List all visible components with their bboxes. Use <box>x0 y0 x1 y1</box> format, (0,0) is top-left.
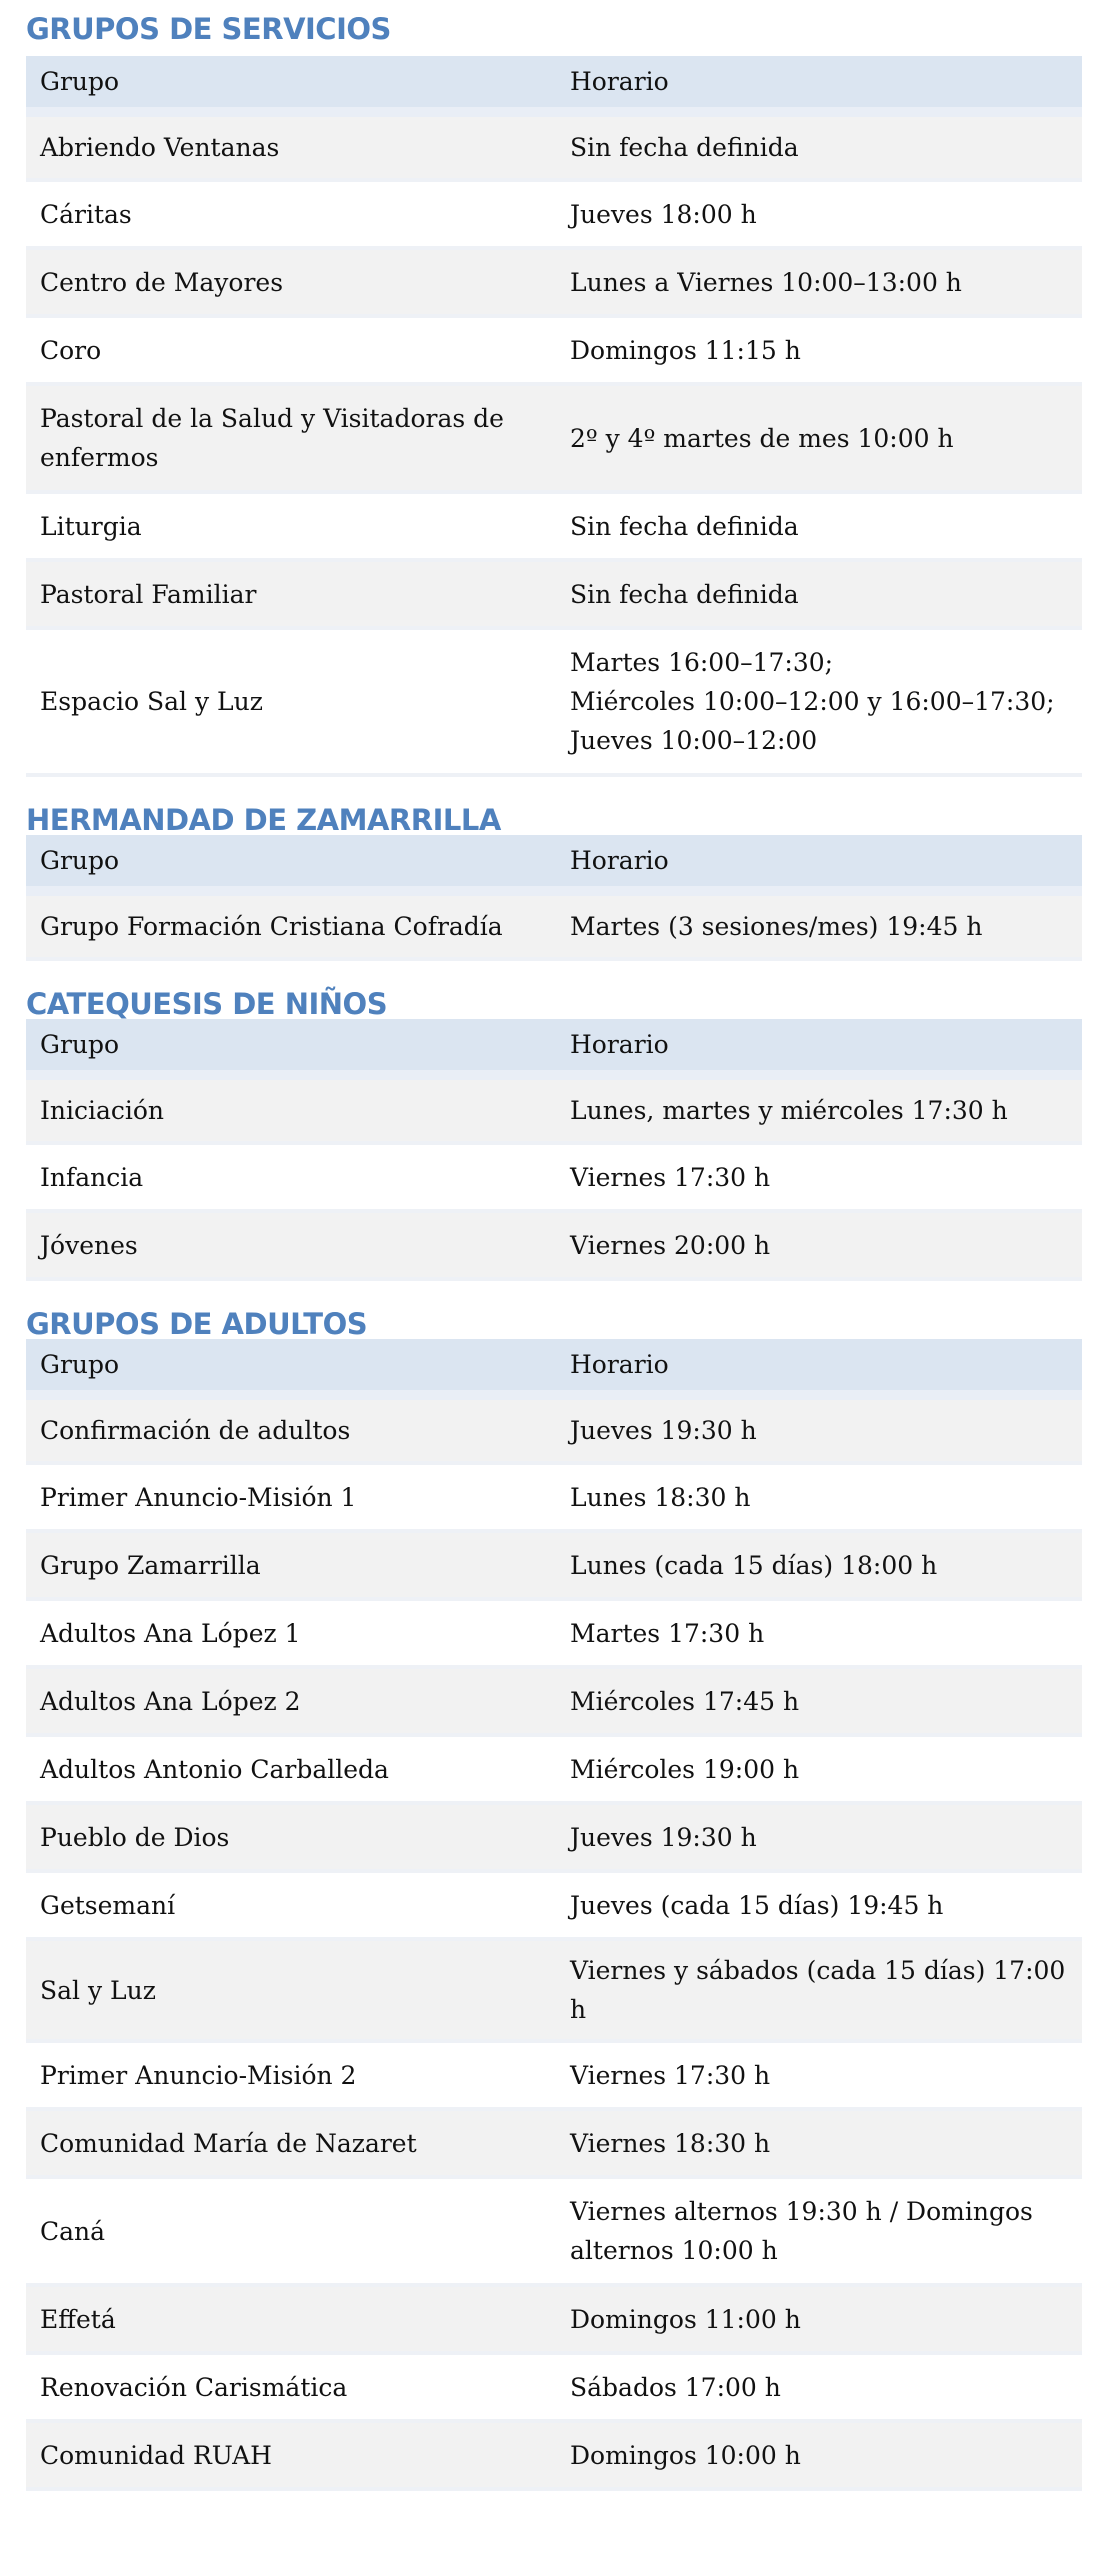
group-name: Adultos Ana López 1 <box>26 1599 556 1667</box>
table-hermandad <box>26 835 1082 961</box>
table-row <box>26 112 1082 180</box>
table-header-row <box>26 56 1082 112</box>
group-schedule: Sin fecha definida <box>556 112 1082 180</box>
group-schedule: Viernes y sábados (cada 15 días) 17:00 h <box>556 1939 1082 2041</box>
group-schedule: Lunes (cada 15 días) 18:00 h <box>556 1531 1082 1599</box>
section-title-servicios: GRUPOS DE SERVICIOS <box>26 12 391 46</box>
column-header-horario: Horario <box>556 56 1082 112</box>
group-name: Pueblo de Dios <box>26 1803 556 1871</box>
group-schedule: Miércoles 19:00 h <box>556 1735 1082 1803</box>
table-row <box>26 891 1082 959</box>
section-title-adultos: GRUPOS DE ADULTOS <box>26 1307 368 1341</box>
table-row <box>26 560 1082 628</box>
table-row <box>26 2353 1082 2421</box>
table-row <box>26 1939 1082 2041</box>
group-schedule: Miércoles 17:45 h <box>556 1667 1082 1735</box>
group-schedule: Lunes, martes y miércoles 17:30 h <box>556 1075 1082 1143</box>
group-name: Primer Anuncio-Misión 1 <box>26 1463 556 1531</box>
group-schedule: Viernes 17:30 h <box>556 2041 1082 2109</box>
table-row <box>26 1211 1082 1279</box>
group-name: Adultos Antonio Carballeda <box>26 1735 556 1803</box>
group-schedule: Lunes a Viernes 10:00–13:00 h <box>556 248 1082 316</box>
column-header-grupo: Grupo <box>26 835 556 891</box>
table-row <box>26 248 1082 316</box>
group-schedule: Domingos 10:00 h <box>556 2421 1082 2489</box>
table-row <box>26 1871 1082 1939</box>
group-name: Comunidad María de Nazaret <box>26 2109 556 2177</box>
group-schedule: Viernes 18:30 h <box>556 2109 1082 2177</box>
group-schedule: Jueves 19:30 h <box>556 1395 1082 1463</box>
group-schedule: Viernes 20:00 h <box>556 1211 1082 1279</box>
group-name: Confirmación de adultos <box>26 1395 556 1463</box>
table-row <box>26 1531 1082 1599</box>
table-row <box>26 2109 1082 2177</box>
column-header-horario: Horario <box>556 1019 1082 1075</box>
table-row <box>26 1599 1082 1667</box>
table-row <box>26 1803 1082 1871</box>
group-schedule: Viernes 17:30 h <box>556 1143 1082 1211</box>
table-row <box>26 628 1082 775</box>
group-name: Liturgia <box>26 492 556 560</box>
group-schedule: Domingos 11:00 h <box>556 2285 1082 2353</box>
table-header-row <box>26 1019 1082 1075</box>
group-name: Renovación Carismática <box>26 2353 556 2421</box>
group-name: Infancia <box>26 1143 556 1211</box>
table-adultos <box>26 1339 1082 2491</box>
group-name: Sal y Luz <box>26 1939 556 2041</box>
group-name: Centro de Mayores <box>26 248 556 316</box>
group-name: Adultos Ana López 2 <box>26 1667 556 1735</box>
group-name: Effetá <box>26 2285 556 2353</box>
group-name: Espacio Sal y Luz <box>26 628 556 775</box>
column-header-horario: Horario <box>556 1339 1082 1395</box>
group-schedule: 2º y 4º martes de mes 10:00 h <box>556 384 1082 492</box>
table-row <box>26 180 1082 248</box>
section-title-hermandad: HERMANDAD DE ZAMARRILLA <box>26 803 501 837</box>
group-name: Pastoral de la Salud y Visitadoras de enfermos <box>26 384 556 492</box>
table-row <box>26 2041 1082 2109</box>
table-row <box>26 2421 1082 2489</box>
section-title-catequesis: CATEQUESIS DE NIÑOS <box>26 987 388 1021</box>
group-schedule: Lunes 18:30 h <box>556 1463 1082 1531</box>
table-row <box>26 1075 1082 1143</box>
table-row <box>26 384 1082 492</box>
table-row <box>26 2285 1082 2353</box>
table-servicios <box>26 56 1082 777</box>
group-name: Caná <box>26 2177 556 2285</box>
group-name: Cáritas <box>26 180 556 248</box>
group-name: Pastoral Familiar <box>26 560 556 628</box>
group-schedule: Martes (3 sesiones/mes) 19:45 h <box>556 891 1082 959</box>
group-name: Grupo Zamarrilla <box>26 1531 556 1599</box>
group-name: Abriendo Ventanas <box>26 112 556 180</box>
group-schedule: Sin fecha definida <box>556 492 1082 560</box>
group-name: Getsemaní <box>26 1871 556 1939</box>
group-schedule: Viernes alternos 19:30 h / Domingos alternos 10:00 h <box>556 2177 1082 2285</box>
group-schedule: Domingos 11:15 h <box>556 316 1082 384</box>
group-schedule: Sin fecha definida <box>556 560 1082 628</box>
table-row <box>26 2177 1082 2285</box>
group-schedule: Martes 16:00–17:30; Miércoles 10:00–12:00 y 16:00–17:30; Jueves 10:00–12:00 <box>556 628 1082 775</box>
group-schedule: Jueves (cada 15 días) 19:45 h <box>556 1871 1082 1939</box>
table-row <box>26 1395 1082 1463</box>
group-name: Jóvenes <box>26 1211 556 1279</box>
table-row <box>26 1735 1082 1803</box>
group-schedule: Jueves 18:00 h <box>556 180 1082 248</box>
table-row <box>26 1143 1082 1211</box>
group-schedule: Sábados 17:00 h <box>556 2353 1082 2421</box>
table-header-row <box>26 835 1082 891</box>
column-header-grupo: Grupo <box>26 1339 556 1395</box>
table-row <box>26 1463 1082 1531</box>
group-name: Iniciación <box>26 1075 556 1143</box>
table-header-row <box>26 1339 1082 1395</box>
table-catequesis <box>26 1019 1082 1281</box>
column-header-grupo: Grupo <box>26 1019 556 1075</box>
group-name: Primer Anuncio-Misión 2 <box>26 2041 556 2109</box>
group-name: Comunidad RUAH <box>26 2421 556 2489</box>
group-schedule: Martes 17:30 h <box>556 1599 1082 1667</box>
column-header-grupo: Grupo <box>26 56 556 112</box>
table-row <box>26 492 1082 560</box>
group-name: Coro <box>26 316 556 384</box>
table-row <box>26 1667 1082 1735</box>
group-schedule: Jueves 19:30 h <box>556 1803 1082 1871</box>
group-name: Grupo Formación Cristiana Cofradía <box>26 891 556 959</box>
table-row <box>26 316 1082 384</box>
column-header-horario: Horario <box>556 835 1082 891</box>
